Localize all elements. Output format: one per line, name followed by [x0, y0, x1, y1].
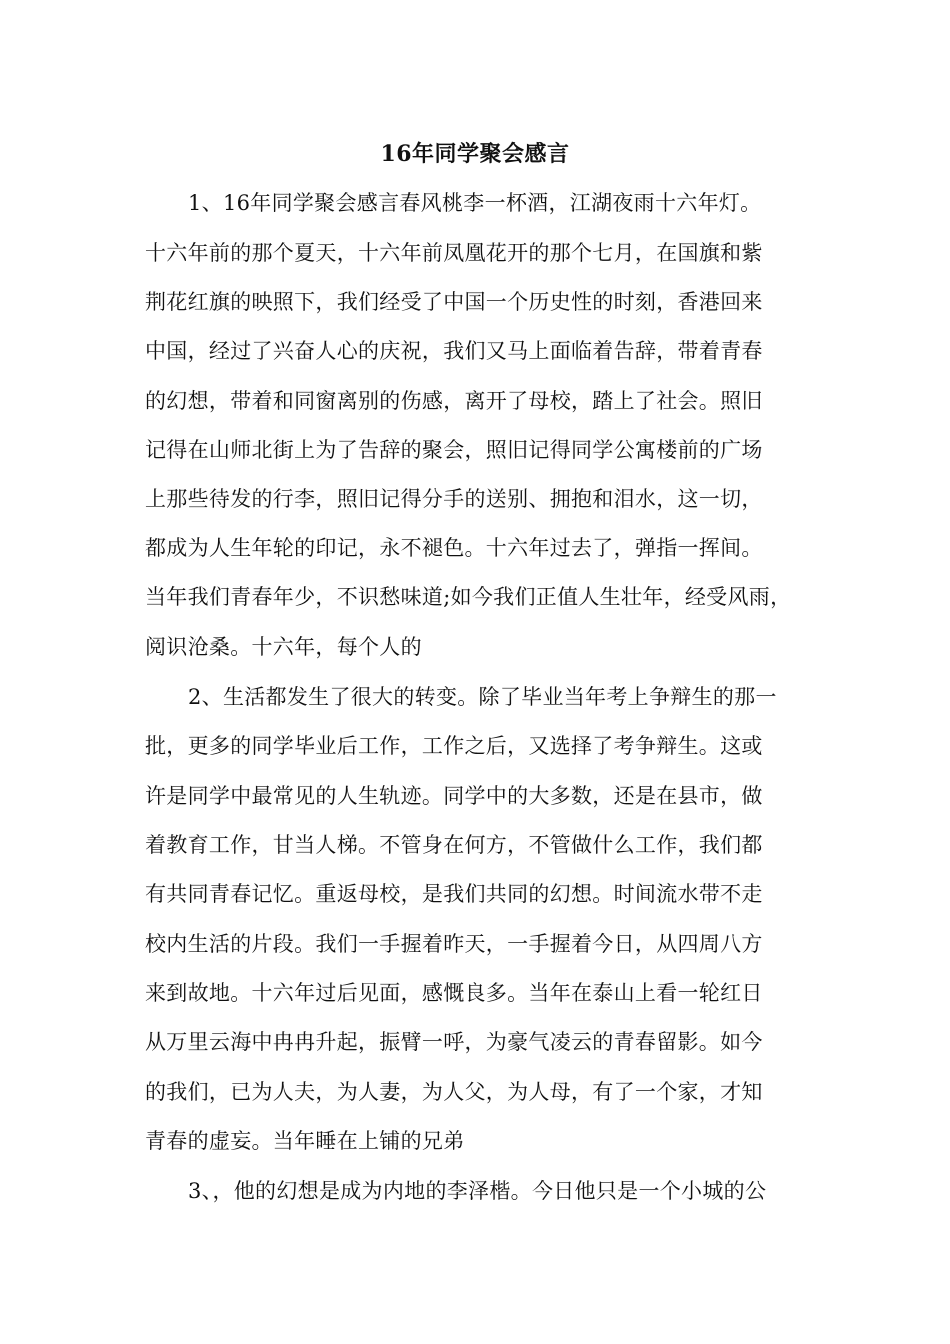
paragraph-1-line-2: 十六年前的那个夏天，十六年前凤凰花开的那个七月，在国旗和紫	[145, 241, 763, 265]
paragraph-1-line-9: 当年我们青春年少，不识愁味道;如今我们正值人生壮年，经受风雨，	[145, 585, 792, 609]
paragraph-2-line-6: 校内生活的片段。我们一手握着昨天，一手握着今日，从四周八方	[145, 932, 763, 956]
paragraph-2-line-1: 2、生活都发生了很大的转变。除了毕业当年考上争辩生的那一	[188, 685, 777, 709]
paragraph-2-line-5: 有共同青春记忆。重返母校，是我们共同的幻想。时间流水带不走	[145, 882, 763, 906]
paragraph-1-line-3: 荆花红旗的映照下，我们经受了中国一个历史性的时刻，香港回来	[145, 290, 763, 314]
document-title: 16年同学聚会感言	[380, 141, 570, 167]
paragraph-1-line-4: 中国，经过了兴奋人心的庆祝，我们又马上面临着告辞，带着青春	[145, 339, 763, 363]
paragraph-1-line-7: 上那些待发的行李，照旧记得分手的送别、拥抱和泪水，这一切，	[145, 487, 763, 511]
paragraph-1-line-5: 的幻想，带着和同窗离别的伤感，离开了母校，踏上了社会。照旧	[145, 389, 763, 413]
paragraph-3-line-1: 3、，他的幻想是成为内地的李泽楷。今日他只是一个小城的公	[188, 1179, 767, 1203]
paragraph-2-line-4: 着教育工作，甘当人梯。不管身在何方，不管做什么工作，我们都	[145, 833, 763, 857]
paragraph-1-line-10: 阅识沧桑。十六年，每个人的	[145, 635, 422, 659]
paragraph-2-line-3: 许是同学中最常见的人生轨迹。同学中的大多数，还是在县市，做	[145, 784, 763, 808]
paragraph-1-line-1: 1、16年同学聚会感言春风桃李一杯酒，江湖夜雨十六年灯。	[188, 191, 762, 215]
paragraph-1-line-6: 记得在山师北街上为了告辞的聚会，照旧记得同学公寓楼前的广场	[145, 438, 763, 462]
paragraph-2-line-8: 从万里云海中冉冉升起，振臂一呼，为豪气凌云的青春留影。如今	[145, 1030, 763, 1054]
paragraph-2-line-2: 批，更多的同学毕业后工作，工作之后，又选择了考争辩生。这或	[145, 734, 763, 758]
paragraph-2-line-9: 的我们，已为人夫，为人妻，为人父，为人母，有了一个家，才知	[145, 1080, 763, 1104]
paragraph-2-line-10: 青春的虚妄。当年睡在上铺的兄弟	[145, 1129, 465, 1153]
paragraph-1-line-8: 都成为人生年轮的印记，永不褪色。十六年过去了，弹指一挥间。	[145, 536, 763, 560]
paragraph-2-line-7: 来到故地。十六年过后见面，感慨良多。当年在泰山上看一轮红日	[145, 981, 763, 1005]
